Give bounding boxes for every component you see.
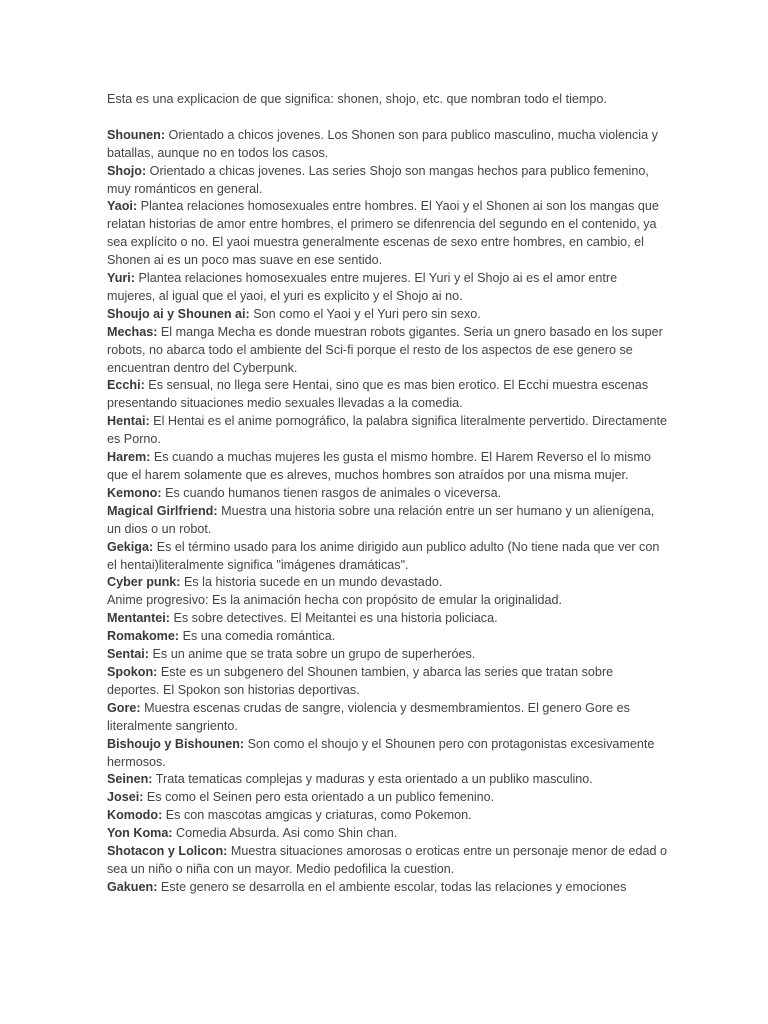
glossary-entry: [107, 610, 667, 628]
glossary-term: Gakuen:: [107, 879, 158, 894]
glossary-entry: [107, 127, 667, 163]
glossary-entry: [107, 163, 667, 199]
document-page: [107, 91, 667, 897]
glossary-term: Romakome:: [107, 629, 180, 644]
glossary-entry: [107, 771, 667, 789]
glossary-definition: Es cuando humanos tienen rasgos de animales o viceversa.: [161, 485, 502, 500]
glossary-term: Sentai:: [107, 647, 149, 662]
glossary-term: Shounen:: [107, 127, 166, 142]
glossary-term: Yuri:: [107, 271, 135, 286]
glossary-term: Kemono:: [107, 485, 162, 500]
glossary-term: Bishoujo y Bishounen:: [107, 736, 245, 751]
glossary-entry: [107, 574, 667, 592]
glossary-term: Shoujo ai y Shounen ai:: [107, 306, 250, 321]
glossary-definition: Es una comedia romántica.: [179, 629, 336, 644]
glossary-entry: [107, 646, 667, 664]
glossary-definition: Es un anime que se trata sobre un grupo de superheróes.: [149, 647, 476, 662]
glossary-definition: Anime progresivo: Es la animación hecha con propósito de emular la originalidad.: [107, 593, 563, 608]
glossary-definition: Son como el shoujo y el Shounen pero con protagonistas excesivamente hermosos.: [107, 736, 655, 769]
glossary-entry: [107, 270, 667, 306]
glossary-entry: [107, 539, 667, 575]
glossary-entry: [107, 592, 667, 610]
glossary-term: Yon Koma:: [107, 826, 173, 841]
glossary-entry: [107, 324, 667, 378]
glossary-definition: Es sensual, no llega sere Hentai, sino que es mas bien erotico. El Ecchi muestra escenas presentando situaciones medio sexuales llevadas a la comedia.: [107, 378, 649, 411]
glossary-term: Hentai:: [107, 414, 150, 429]
glossary-definition: Plantea relaciones homosexuales entre hombres. El Yaoi y el Shonen ai son los mangas que relatan historias de amor entre hombres, el primero se difenrencia del segundo en el contenido, ya sea explícito o no. El yaoi muestra generalmente escenas de sexo entre hombres, en cambio, el Shonen ai es un poco mas suave en ese sentido.: [107, 199, 659, 268]
glossary-definition: Es cuando a muchas mujeres les gusta el mismo hombre. El Harem Reverso el lo mismo que el harem solamente que es alreves, muchos hombres son atraídos por una misma mujer.: [107, 450, 651, 483]
glossary-entry: [107, 879, 667, 897]
glossary-entry: [107, 485, 667, 503]
glossary-term: Josei:: [107, 790, 144, 805]
intro-paragraph: Esta es una explicacion de que significa: shonen, shojo, etc. que nombran todo el tiempo.: [107, 92, 607, 106]
glossary-definition: Muestra una historia sobre una relación entre un ser humano y un alienígena, un dios o un robot.: [107, 503, 655, 536]
glossary-entry: [107, 843, 667, 879]
glossary-term: Gekiga:: [107, 539, 154, 554]
glossary-term: Mechas:: [107, 324, 158, 339]
glossary-term: Spokon:: [107, 664, 158, 679]
glossary-term: Magical Girlfriend:: [107, 503, 218, 518]
glossary-term: Seinen:: [107, 772, 153, 787]
glossary-definition: Muestra escenas crudas de sangre, violencia y desmembramientos. El genero Gore es literalmente sangriento.: [107, 700, 630, 733]
glossary-term: Shojo:: [107, 163, 147, 178]
glossary-list: [107, 127, 667, 897]
glossary-term: Mentantei:: [107, 611, 170, 626]
glossary-definition: Comedia Absurda. Asi como Shin chan.: [172, 826, 398, 841]
glossary-term: Ecchi:: [107, 378, 145, 393]
glossary-definition: Es como el Seinen pero esta orientado a un publico femenino.: [143, 790, 495, 805]
glossary-entry: [107, 306, 667, 324]
glossary-definition: Trata tematicas complejas y maduras y esta orientado a un publiko masculino.: [152, 772, 593, 787]
glossary-term: Komodo:: [107, 808, 163, 823]
glossary-entry: [107, 825, 667, 843]
glossary-entry: [107, 789, 667, 807]
glossary-entry: [107, 198, 667, 270]
glossary-definition: Orientado a chicas jovenes. Las series Shojo son mangas hechos para publico femenino, muy románticos en general.: [107, 163, 649, 196]
glossary-term: Gore:: [107, 700, 141, 715]
glossary-entry: [107, 628, 667, 646]
glossary-definition: Son como el Yaoi y el Yuri pero sin sexo.: [249, 306, 481, 321]
glossary-entry: [107, 807, 667, 825]
glossary-definition: El manga Mecha es donde muestran robots gigantes. Seria un gnero basado en los super robots, no abarca todo el ambiente del Sci-fi porque el resto de los aspectos de ese genero se encuentran dentro del Cyberpunk.: [107, 324, 663, 375]
glossary-entry: [107, 503, 667, 539]
glossary-definition: Plantea relaciones homosexuales entre mujeres. El Yuri y el Shojo ai es el amor entre mujeres, al igual que el yaoi, el yuri es explicito y el Shojo ai no.: [107, 271, 618, 303]
glossary-entry: [107, 736, 667, 772]
glossary-term: Cyber punk:: [107, 575, 181, 590]
glossary-definition: El Hentai es el anime pornográfico, la palabra significa literalmente pervertido. Directamente es Porno.: [107, 414, 667, 447]
glossary-entry: [107, 449, 667, 485]
glossary-definition: Este es un subgenero del Shounen tambien, y abarca las series que tratan sobre deportes. El Spokon son historias deportivas.: [107, 664, 614, 697]
glossary-definition: Este genero se desarrolla en el ambiente escolar, todas las relaciones y emociones: [157, 879, 627, 894]
glossary-definition: Es sobre detectives. El Meitantei es una historia policiaca.: [169, 611, 498, 626]
glossary-definition: Es la historia sucede en un mundo devastado.: [180, 575, 443, 590]
glossary-entry: [107, 700, 667, 736]
glossary-term: Yaoi:: [107, 199, 138, 214]
glossary-definition: Es el término usado para los anime dirigido aun publico adulto (No tiene nada que ver con el hentai)literalmente significa "imágenes dramáticas".: [107, 539, 660, 572]
glossary-term: Harem:: [107, 450, 151, 465]
glossary-term: Shotacon y Lolicon:: [107, 844, 228, 859]
glossary-entry: [107, 664, 667, 700]
glossary-definition: Es con mascotas amgicas y criaturas, como Pokemon.: [162, 808, 472, 823]
glossary-definition: Orientado a chicos jovenes. Los Shonen son para publico masculino, mucha violencia y batallas, aunque no en todos los casos.: [107, 127, 658, 160]
glossary-entry: [107, 413, 667, 449]
glossary-definition: Muestra situaciones amorosas o eroticas entre un personaje menor de edad o sea un niño o niña con un mayor. Medio pedofilica la cuestion.: [107, 844, 667, 876]
glossary-entry: [107, 377, 667, 413]
